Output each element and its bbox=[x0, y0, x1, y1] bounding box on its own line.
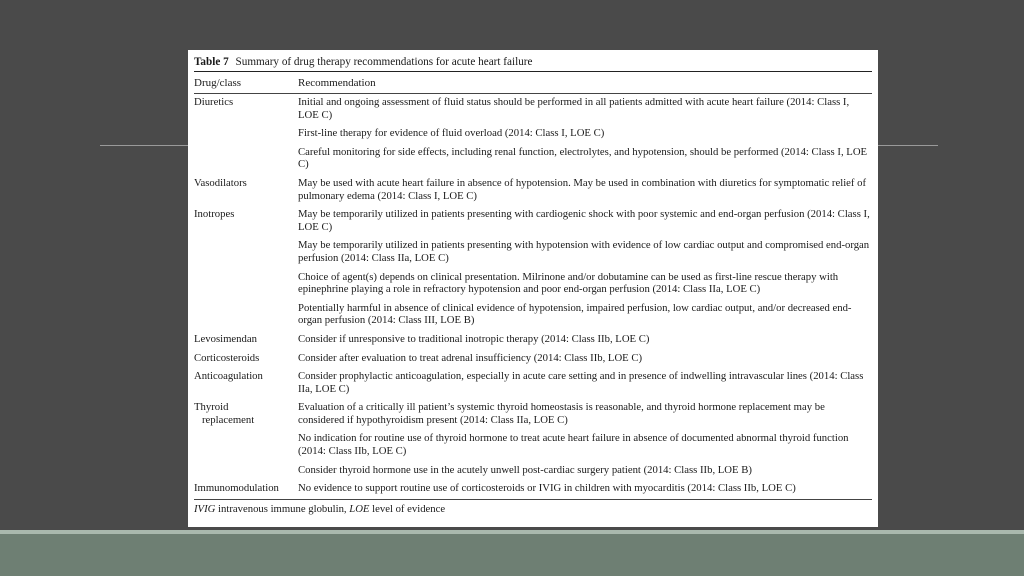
table-title bbox=[194, 55, 872, 71]
table-row bbox=[194, 331, 872, 350]
drug-class-cell: Immunomodulation bbox=[194, 482, 279, 495]
footnote-def-ivig: intravenous immune globulin, bbox=[215, 502, 350, 515]
recommendation-cell bbox=[298, 331, 872, 350]
table-number: Table 7 bbox=[194, 56, 229, 68]
recommendation-text: Consider prophylactic anticoagulation, especially in acute care setting and in presence of indwelling intravascular lines (2014: Class IIa, LOE C) bbox=[298, 370, 864, 395]
recommendation-text: Consider after evaluation to treat adrenal insufficiency (2014: Class IIb, LOE C) bbox=[298, 351, 643, 364]
recommendation-text: Initial and ongoing assessment of fluid status should be performed in all patients admitted with acute heart failure (2014: Class I, LOE C) bbox=[298, 96, 850, 121]
recommendation-text: First-line therapy for evidence of fluid overload (2014: Class I, LOE C) bbox=[298, 127, 605, 140]
recommendation-text: May be temporarily utilized in patients presenting with cardiogenic shock with poor systemic and end-organ perfusion (2014: Class I, LOE C) bbox=[298, 208, 870, 233]
table-row bbox=[194, 399, 872, 480]
recommendation-cell bbox=[298, 175, 872, 206]
table-body bbox=[194, 94, 872, 499]
footnote-def-loe: level of evidence bbox=[369, 502, 446, 515]
header-drug-class: Drug/class bbox=[194, 77, 242, 89]
drug-class-cell: Thyroid replacement bbox=[194, 401, 255, 426]
recommendation-text: No indication for routine use of thyroid hormone to treat acute heart failure in absence of documented abnormal thyroid function (2014: Class IIb, LOE C) bbox=[298, 432, 849, 458]
recommendation-text: Potentially harmful in absence of clinical evidence of hypotension, impaired perfusion, low cardiac output, and/or decreased end-organ perfusion (2014: Class III, LOE B) bbox=[298, 301, 852, 327]
recommendation-text: Consider if unresponsive to traditional inotropic therapy (2014: Class IIb, LOE C) bbox=[298, 332, 650, 345]
recommendation-text: Evaluation of a critically ill patient’s systemic thyroid homeostasis is reasonable, and thyroid hormone replacement may be considered if hypothyroidism present (2014: Class IIa, LOE C) bbox=[298, 401, 825, 426]
header-recommendation: Recommendation bbox=[298, 77, 376, 89]
recommendation-text: May be temporarily utilized in patients presenting with hypotension with evidence of low cardiac output and compromised end-organ perfusion (2014: Class IIa, LOE C) bbox=[298, 239, 870, 264]
table-caption: Summary of drug therapy recommendations for acute heart failure bbox=[235, 56, 533, 68]
recommendation-cell bbox=[298, 94, 872, 175]
table-row bbox=[194, 350, 872, 369]
drug-class-cell: Corticosteroids bbox=[194, 351, 260, 364]
recommendation-text: No evidence to support routine use of corticosteroids or IVIG in children with myocarditis (2014: Class IIb, LOE C) bbox=[298, 482, 796, 495]
recommendation-text: Choice of agent(s) depends on clinical presentation. Milrinone and/or dobutamine can be used as first-line rescue therapy with epinephrine playing a role in refractory hypotension and poor end-organ perfusion (2014: Class IIa, LOE C) bbox=[298, 270, 839, 296]
recommendation-text: May be used with acute heart failure in absence of hypotension. May be used in combination with diuretics for symptomatic relief of pulmonary edema (2014: Class I, LOE C) bbox=[298, 176, 867, 202]
table-header-row bbox=[194, 72, 872, 93]
table-row bbox=[194, 206, 872, 331]
slide-footer-band bbox=[0, 534, 1024, 576]
recommendation-text: Consider thyroid hormone use in the acutely unwell post-cardiac surgery patient (2014: Class IIb, LOE B) bbox=[298, 463, 752, 476]
table-row bbox=[194, 368, 872, 399]
recommendation-cell bbox=[298, 206, 872, 331]
drug-class-cell: Vasodilators bbox=[194, 176, 247, 189]
slide-rule-right bbox=[878, 145, 938, 146]
footnote-abbr-ivig: IVIG bbox=[194, 502, 216, 515]
table-row bbox=[194, 480, 872, 499]
drug-class-cell: Inotropes bbox=[194, 208, 235, 221]
table-row bbox=[194, 94, 872, 175]
recommendation-text: Careful monitoring for side effects, including renal function, electrolytes, and hypotension, should be performed (2014: Class I, LOE C) bbox=[298, 145, 868, 171]
table-row bbox=[194, 175, 872, 206]
recommendation-cell bbox=[298, 399, 872, 480]
drug-class-cell: Anticoagulation bbox=[194, 370, 263, 383]
recommendation-cell bbox=[298, 480, 872, 499]
drug-class-cell: Diuretics bbox=[194, 96, 234, 108]
table-image bbox=[188, 50, 878, 527]
drug-class-cell: Levosimendan bbox=[194, 332, 257, 345]
table-footnote bbox=[194, 500, 872, 516]
footnote-abbr-loe: LOE bbox=[349, 502, 370, 515]
recommendation-cell bbox=[298, 368, 872, 399]
recommendation-cell bbox=[298, 350, 872, 369]
slide-rule-left bbox=[100, 145, 188, 146]
